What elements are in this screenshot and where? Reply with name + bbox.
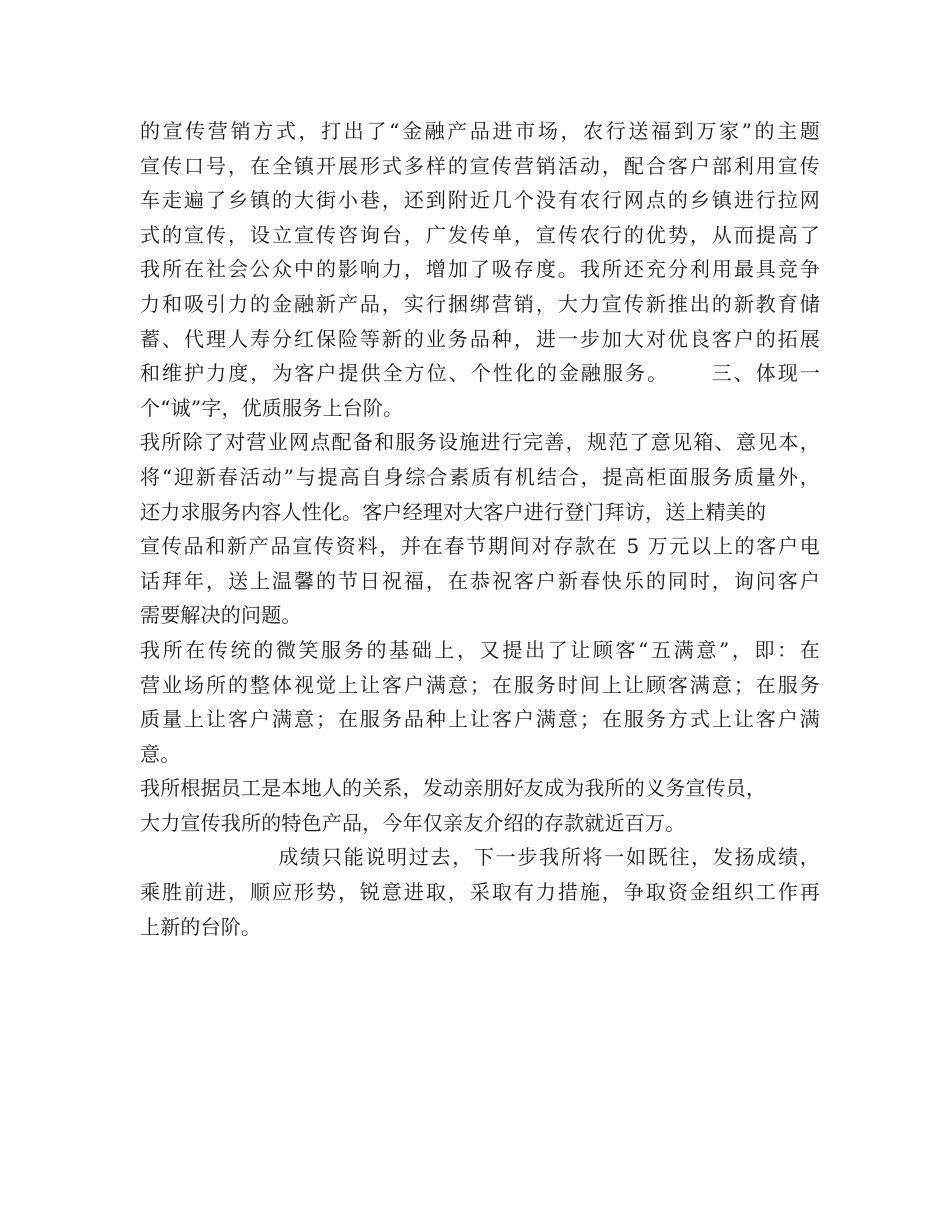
text-line: 和维护力度，为客户提供全方位、个性化的金融服务。 三、体现一	[140, 361, 820, 386]
text-line: 话拜年，送上温馨的节日祝福，在恭祝客户新春快乐的同时，询问客户	[140, 568, 820, 593]
text-line: 将“迎新春活动”与提高自身综合素质有机结合，提高柜面服务质量外，	[140, 464, 820, 489]
text-line: 个“诚”字，优质服务上台阶。	[140, 395, 404, 420]
text-line: 的宣传营销方式，打出了“金融产品进市场，农行送福到万家”的主题	[140, 119, 820, 143]
text-line: 力和吸引力的金融新产品，实行捆绑营销，大力宣传新推出的新教育储	[140, 291, 820, 316]
text-line: 意。	[140, 741, 181, 766]
text-line: 质量上让客户满意；在服务品种上让客户满意；在服务方式上让客户满	[140, 707, 820, 732]
text-line: 我所在社会公众中的影响力，增加了吸存度。我所还充分利用最具竞争	[140, 257, 820, 282]
text-line: 大力宣传我所的特色产品，今年仅亲友介绍的存款就近百万。	[140, 810, 686, 835]
text-line: 我所根据员工是本地人的关系，发动亲朋好友成为我所的义务宣传员，	[140, 776, 767, 801]
text-line: 蓄、代理人寿分红保险等新的业务品种，进一步加大对优良客户的拓展	[140, 326, 820, 351]
text-line: 宣传品和新产品宣传资料，并在春节期间对存款在 5 万元以上的客户电	[140, 534, 820, 559]
text-line: 车走遍了乡镇的大街小巷，还到附近几个没有农行网点的乡镇进行拉网	[140, 188, 820, 213]
text-line: 式的宣传，设立宣传咨询台，广发传单，宣传农行的优势，从而提高了	[140, 222, 820, 247]
text-line: 还力求服务内容人性化。客户经理对大客户进行登门拜访，送上精美的	[140, 499, 767, 524]
text-line: 我所除了对营业网点配备和服务设施进行完善，规范了意见箱、意见本，	[140, 430, 820, 455]
text-line: 上新的台阶。	[140, 914, 262, 939]
text-line: 营业场所的整体视觉上让客户满意；在服务时间上让顾客满意；在服务	[140, 672, 820, 697]
text-line: 需要解决的问题。	[140, 603, 302, 628]
text-line: 成绩只能说明过去，下一步我所将一如既往，发扬成绩，	[140, 845, 820, 870]
text-line: 我所在传统的微笑服务的基础上，又提出了让顾客“五满意”，即：在	[140, 637, 820, 662]
text-line: 宣传口号，在全镇开展形式多样的宣传营销活动，配合客户部利用宣传	[140, 153, 820, 178]
text-line: 乘胜前进，顺应形势，锐意进取，采取有力措施，争取资金组织工作再	[140, 880, 820, 905]
body-text	[140, 114, 820, 944]
